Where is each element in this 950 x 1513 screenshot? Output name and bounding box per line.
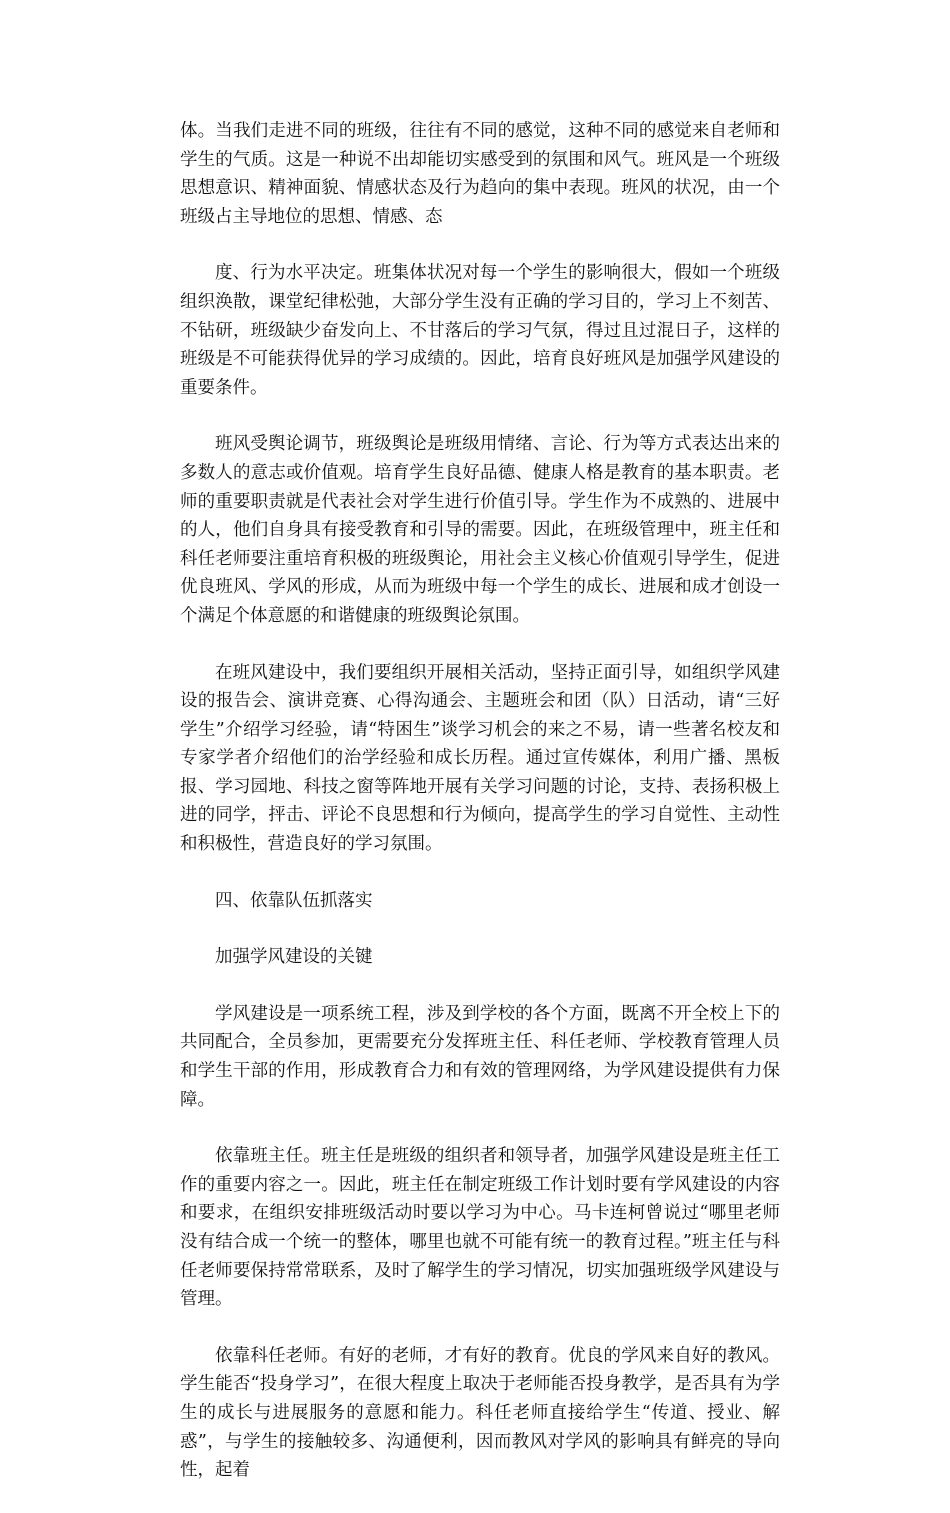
paragraph-continued: 体。当我们走进不同的班级，往往有不同的感觉，这种不同的感觉来自老师和学生的气质。这是一种说不出却能切实感受到的氛围和风气。班风是一个班级思想意识、精神面貌、情感状态及行为趋向的集中表现。班风的状况，由一个班级占主导地位的思想、情感、态 bbox=[180, 121, 780, 227]
paragraph-activities: 在班风建设中，我们要组织开展相关活动，坚持正面引导，如组织学风建设的报告会、演讲竞赛、心得沟通会、主题班会和团（队）日活动，请“三好学生”介绍学习经验，请“特困生”谈学习机会的来之不易，请一些著名校友和专家学者介绍他们的治学经验和成长历程。通过宣传媒体，利用广播、黑板报、学习园地、科技之窗等阵地开展有关学习问题的讨论，支持、表扬积极上进的同学，抨击、评论不良思想和行为倾向，提高学生的学习自觉性、主动性和积极性，营造良好的学习氛围。 bbox=[180, 662, 780, 855]
paragraph-subject-teacher: 依靠科任老师。有好的老师，才有好的教育。优良的学风来自好的教风。学生能否“投身学习”，在很大程度上取决于老师能否投身教学，是否具有为学生的成长与进展服务的意愿和能力。科任老师直接给学生“传道、授业、解惑”，与学生的接触较多、沟通便利，因而教风对学风的影响具有鲜亮的导向性，起着 bbox=[180, 1345, 780, 1481]
paragraph-class-atmosphere: 度、行为水平决定。班集体状况对每一个学生的影响很大，假如一个班级组织涣散，课堂纪律松弛，大部分学生没有正确的学习目的，学习上不刻苦、不钻研，班级缺少奋发向上、不甘落后的学习气氛，得过且过混日子，这样的班级是不可能获得优异的学习成绩的。因此，培育良好班风是加强学风建设的重要条件。 bbox=[180, 263, 780, 398]
section-heading: 四、依靠队伍抓落实 bbox=[215, 890, 373, 911]
paragraph-system-engineering: 学风建设是一项系统工程，涉及到学校的各个方面，既离不开全校上下的共同配合，全员参加，更需要充分发挥班主任、科任老师、学校教育管理人员和学生干部的作用，形成教育合力和有效的管理网络，为学风建设提供有力保障。 bbox=[180, 1003, 780, 1110]
paragraph-public-opinion: 班风受舆论调节，班级舆论是班级用情绪、言论、行为等方式表达出来的多数人的意志或价值观。培育学生良好品德、健康人格是教育的基本职责。老师的重要职责就是代表社会对学生进行价值引导。学生作为不成熟的、进展中的人，他们自身具有接受教育和引导的需要。因此，在班级管理中，班主任和科任老师要注重培育积极的班级舆论，用社会主义核心价值观引导学生，促进优良班风、学风的形成，从而为班级中每一个学生的成长、进展和成才创设一个满足个体意愿的和谐健康的班级舆论氛围。 bbox=[180, 434, 780, 626]
paragraph-head-teacher: 依靠班主任。班主任是班级的组织者和领导者，加强学风建设是班主任工作的重要内容之一。因此，班主任在制定班级工作计划时要有学风建设的内容和要求，在组织安排班级活动时要以学习为中心。马卡连柯曾说过“哪里老师没有结合成一个统一的整体，哪里也就不可能有统一的教育过程。”班主任与科任老师要保持常常联系，及时了解学生的学习情况，切实加强班级学风建设与管理。 bbox=[180, 1146, 780, 1310]
section-subheading: 加强学风建设的关键 bbox=[215, 947, 373, 968]
document-body bbox=[180, 117, 780, 1513]
